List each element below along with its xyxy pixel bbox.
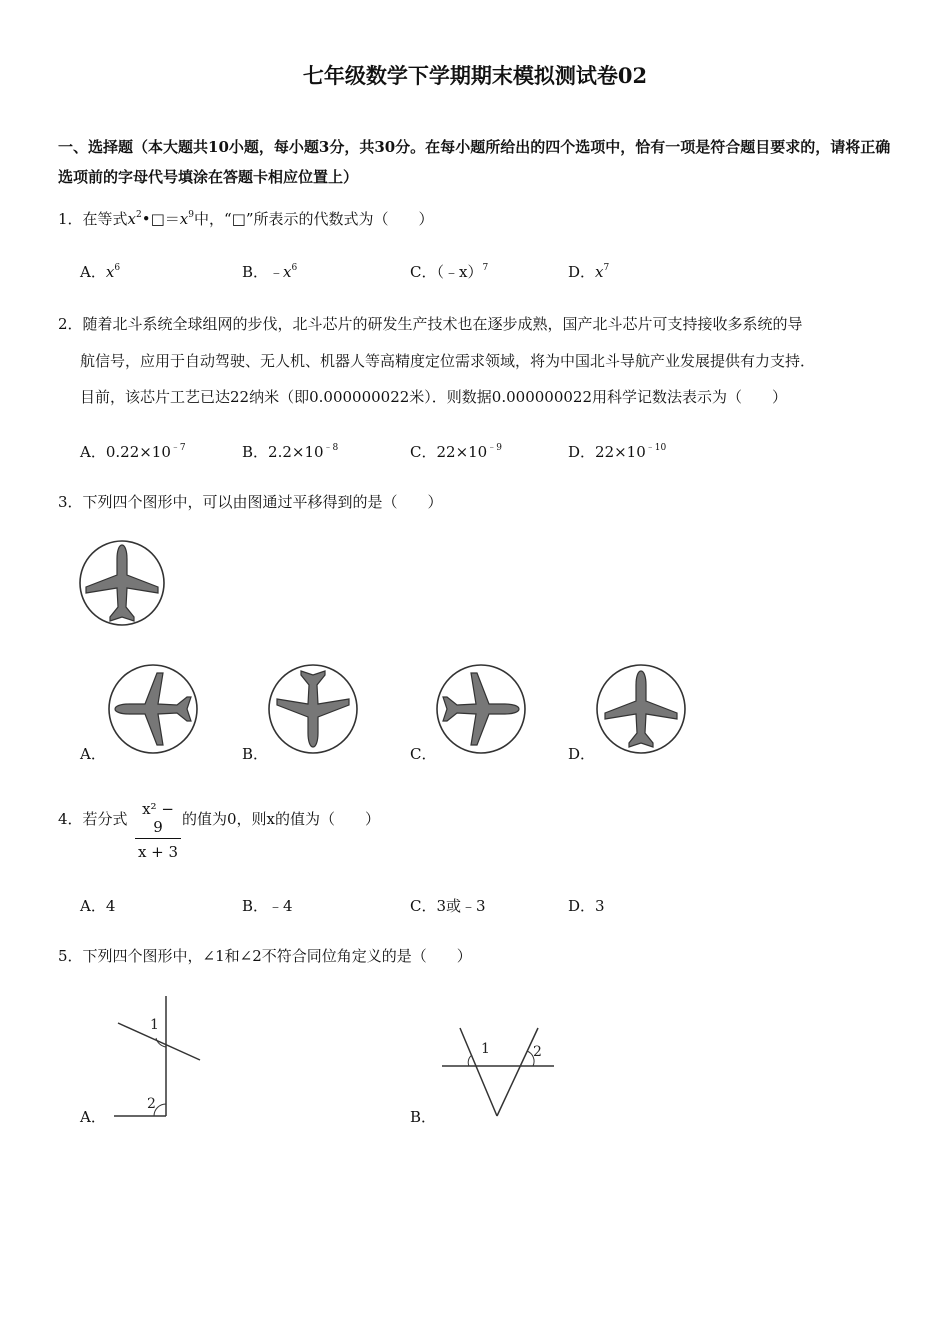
question-3: 3．下列四个图形中，可以由图通过平移得到的是（ ） <box>58 493 443 511</box>
q1-option-a[interactable] <box>80 261 120 282</box>
q4-option-d[interactable]: D．3 <box>568 897 605 915</box>
q3-option-a-figure[interactable] <box>108 664 198 754</box>
angle-1-label: 1 <box>481 1041 490 1057</box>
q1-exp2: 9 <box>188 210 194 220</box>
q2-line-2: 航信号，应用于自动驾驶、无人机、机器人等高精度定位需求领域，将为中国北斗导航产业发展提供有力支持． <box>80 352 816 370</box>
question-5: 5．下列四个图形中，∠1和∠2不符合同位角定义的是（ ） <box>58 947 472 965</box>
option-exp: 7 <box>603 263 610 273</box>
fraction-denominator: x + 3 <box>137 843 179 861</box>
section-heading: 一、选择题（本大题共10小题，每小题3分，共30分。在每小题所给出的四个选项中，恰有一项是符合题目要求的，请将正确选项前的字母代号填涂在答题卡相应位置上） <box>58 138 891 186</box>
fraction <box>135 800 181 861</box>
q3-option-d-figure[interactable] <box>596 664 686 754</box>
q1-exp: 2 <box>136 210 142 220</box>
right-slant-line <box>497 1028 538 1116</box>
page-title: 七年级数学下学期期末模拟测试卷02 <box>302 63 648 88</box>
option-exp: ﹣10 <box>645 443 667 453</box>
q4-option-b[interactable]: B．﹣4 <box>242 897 293 915</box>
option-label: C． <box>410 443 437 461</box>
transversal-line <box>118 1023 200 1060</box>
fraction-numerator: x² − 9 <box>135 800 181 839</box>
q3-option-c-figure[interactable] <box>436 664 526 754</box>
q1-var: x <box>127 210 137 228</box>
q4-prefix: 4．若分式 <box>58 810 128 828</box>
q3-option-b-figure[interactable] <box>268 664 358 754</box>
q3-option-d-label[interactable]: D． <box>568 745 596 763</box>
option-label: D． <box>568 443 596 461</box>
q2-option-d[interactable] <box>568 440 666 462</box>
q5-option-a-label[interactable]: A． <box>80 1108 106 1126</box>
q4-suffix: 的值为0，则x的值为（ ） <box>182 810 381 828</box>
option-exp: 6 <box>114 263 121 273</box>
q2-line-1: 2．随着北斗系统全球组网的步伐，北斗芯片的研发生产技术也在逐步成熟，国产北斗芯片可支持接收多系统的导 <box>58 315 803 333</box>
option-exp: 6 <box>291 263 298 273</box>
reference-plane-figure <box>79 538 165 628</box>
option-exp: ﹣8 <box>323 443 339 453</box>
q2-option-a[interactable] <box>80 440 186 462</box>
option-label: C． <box>410 263 437 281</box>
q4-option-c[interactable]: C．3或﹣3 <box>410 897 486 915</box>
option-exp: ﹣9 <box>487 443 502 453</box>
q2-line-3: 目前，该芯片工艺已达22纳米（即0.000000022米）．则数据0.000000022用科学记数法表示为（ ） <box>80 388 787 406</box>
option-base: 0.22×10 <box>105 443 171 461</box>
option-base: x <box>595 263 604 281</box>
q1-var2: x <box>179 210 189 228</box>
option-label: B． <box>242 443 269 461</box>
q5-option-a-figure[interactable] <box>100 990 210 1120</box>
option-base: （﹣x） <box>436 263 483 281</box>
option-base: 22×10 <box>436 443 488 461</box>
option-base: x <box>105 263 115 281</box>
q2-option-c[interactable] <box>410 440 502 462</box>
option-base: 22×10 <box>595 443 646 461</box>
q1-mid: •□＝ <box>141 210 180 228</box>
q3-option-b-label[interactable]: B． <box>242 745 269 763</box>
option-base: ﹣x <box>268 263 292 281</box>
angle-1-label: 1 <box>150 1017 159 1033</box>
q1-option-b[interactable] <box>242 261 297 282</box>
angle-2-label: 2 <box>533 1044 542 1060</box>
q3-option-c-label[interactable]: C． <box>410 745 437 763</box>
q2-option-b[interactable] <box>242 440 338 462</box>
option-exp: 7 <box>482 263 489 273</box>
q5-option-b-label[interactable]: B． <box>410 1108 437 1126</box>
option-label: A． <box>80 263 106 281</box>
option-label: A． <box>80 443 106 461</box>
question-1 <box>58 208 434 229</box>
option-label: B． <box>242 263 269 281</box>
option-label: D． <box>568 263 596 281</box>
option-base: 2.2×10 <box>268 443 324 461</box>
q1-option-d[interactable] <box>568 261 609 282</box>
q1-suffix: 中，“□”所表示的代数式为（ ） <box>193 210 434 228</box>
q1-option-c[interactable] <box>410 261 488 282</box>
q5-option-b-figure[interactable] <box>436 1020 560 1120</box>
left-slant-line <box>460 1028 497 1116</box>
angle-2-label: 2 <box>147 1096 156 1112</box>
q1-prefix: 1．在等式 <box>58 210 128 228</box>
option-exp: ﹣7 <box>170 443 186 453</box>
q4-option-a[interactable]: A．4 <box>80 897 116 915</box>
q3-option-a-label[interactable]: A． <box>80 745 106 763</box>
